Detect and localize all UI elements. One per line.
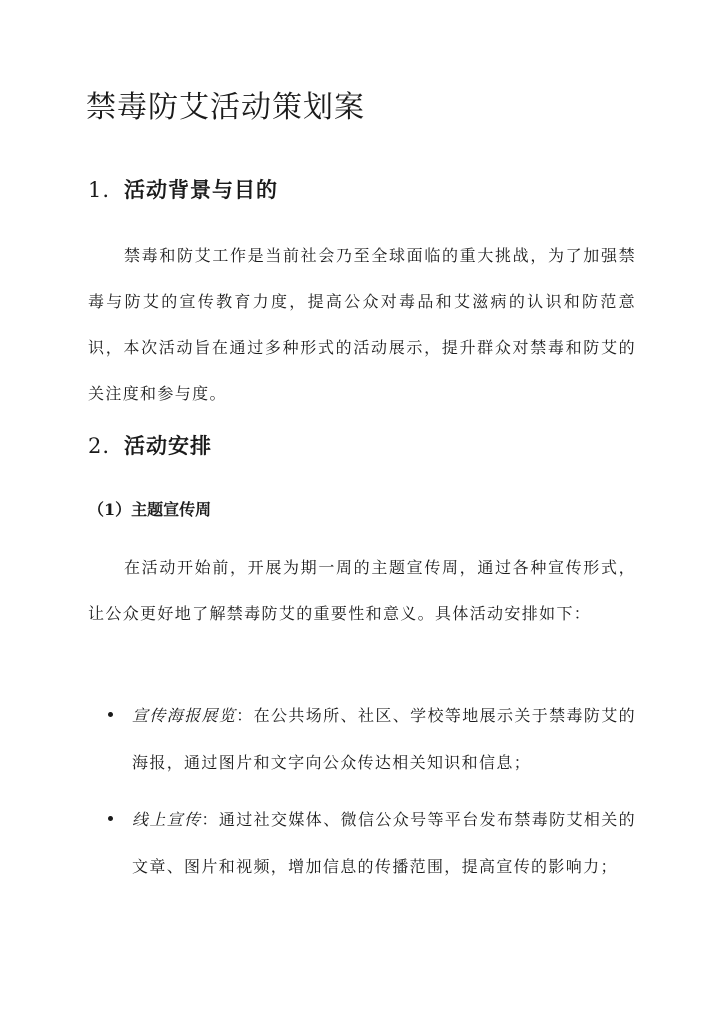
background-paragraph: 禁毒和防艾工作是当前社会乃至全球面临的重大挑战，为了加强禁毒与防艾的宣传教育力度，提高公众对毒品和艾滋病的认识和防范意识，本次活动旨在通过多种形式的活动展示，提升群众对禁毒和防艾的关注度和参与度。 bbox=[88, 246, 636, 403]
list-item-term: 宣传海报展览 bbox=[132, 706, 237, 725]
document-title: 禁毒防艾活动策划案 bbox=[86, 90, 365, 125]
list-item bbox=[88, 692, 636, 786]
list-item-text: ：通过社交媒体、微信公众号等平台发布禁毒防艾相关的文章、图片和视频，增加信息的传播范围，提高宣传的影响力； bbox=[132, 810, 636, 876]
section-number: 1. bbox=[88, 178, 111, 202]
list-item-term: 线上宣传 bbox=[132, 810, 202, 829]
list-item bbox=[88, 796, 636, 890]
bullet-icon bbox=[108, 816, 113, 821]
section-heading-background bbox=[88, 176, 278, 204]
section-title: 活动背景与目的 bbox=[124, 177, 279, 202]
activity-list bbox=[88, 692, 636, 900]
section-number: 2. bbox=[88, 434, 111, 458]
list-item-text: ：在公共场所、社区、学校等地展示关于禁毒防艾的海报，通过图片和文字向公众传达相关知识和信息； bbox=[132, 706, 636, 772]
subsection-heading-theme-week: （1）主题宣传周 bbox=[88, 500, 212, 519]
theme-week-paragraph: 在活动开始前，开展为期一周的主题宣传周，通过各种宣传形式，让公众更好地了解禁毒防艾的重要性和意义。具体活动安排如下： bbox=[88, 558, 636, 623]
bullet-icon bbox=[108, 712, 113, 717]
section-heading-arrangement bbox=[88, 432, 212, 460]
section-title: 活动安排 bbox=[124, 433, 213, 458]
